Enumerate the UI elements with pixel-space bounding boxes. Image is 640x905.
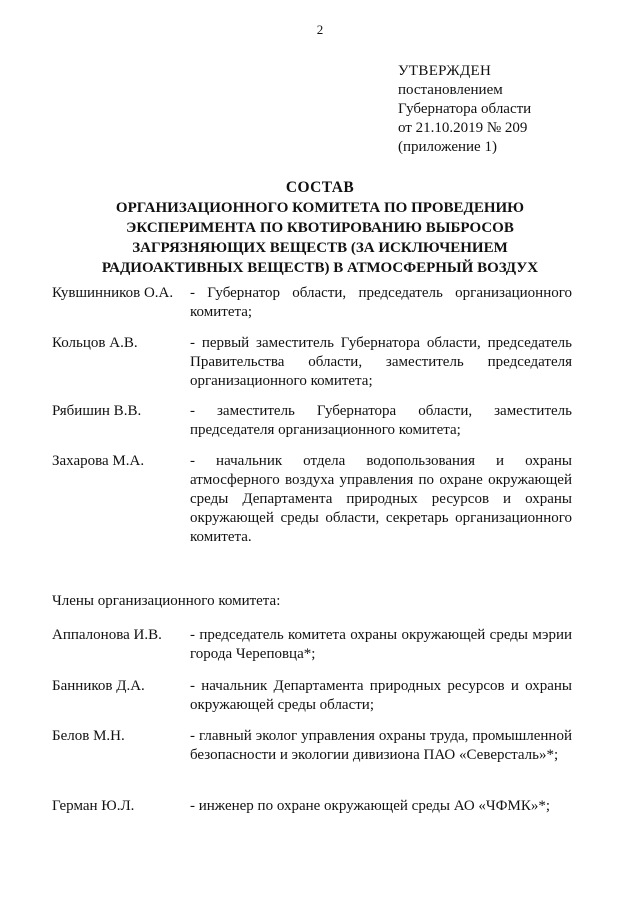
heading-line: ЗАГРЯЗНЯЮЩИХ ВЕЩЕСТВ (ЗА ИСКЛЮЧЕНИЕМ [132, 240, 508, 256]
person-name: Белов М.Н. [52, 728, 125, 744]
person-name: Банников Д.А. [52, 678, 145, 694]
page-number: 2 [316, 22, 324, 37]
document-heading [40, 178, 600, 278]
members-heading: Члены организационного комитета: [52, 593, 281, 609]
person-role: - первый заместитель Губернатора области, председатель Правительства области, заместитель председателя организационного комитета; [190, 335, 572, 389]
heading-line: ОРГАНИЗАЦИОННОГО КОМИТЕТА ПО ПРОВЕДЕНИЮ [115, 200, 525, 216]
person-role: - главный эколог управления охраны труда, промышленной безопасности и экологии дивизиона ПАО «Северсталь»*; [190, 728, 572, 763]
person-role: - начальник отдела водопользования и охраны атмосферного воздуха управления по охране окружающей среды Департамента природных ресурсов и охраны окружающей среды области, секретарь организационного комитета. [190, 453, 572, 545]
person-name: Захарова М.А. [52, 453, 145, 469]
person-name: Герман Ю.Л. [52, 798, 135, 814]
person-name: Рябишин В.В. [52, 403, 142, 419]
person-role: - начальник Департамента природных ресурсов и охраны окружающей среды области; [190, 678, 572, 713]
approval-title: УТВЕРЖДЕН [398, 63, 492, 79]
person-role: - председатель комитета охраны окружающей среды мэрии города Череповца*; [190, 627, 572, 662]
heading-title: СОСТАВ [285, 179, 355, 196]
person-name: Кольцов А.В. [52, 335, 138, 351]
person-name: Аппалонова И.В. [52, 627, 162, 643]
person-name: Кувшинников О.А. [52, 285, 174, 301]
approval-line: постановлением [398, 82, 503, 98]
approval-block [398, 62, 628, 157]
approval-line: от 21.10.2019 № 209 [398, 120, 528, 136]
heading-line: ЭКСПЕРИМЕНТА ПО КВОТИРОВАНИЮ ВЫБРОСОВ [126, 220, 514, 236]
person-role: - инженер по охране окружающей среды АО «ЧФМК»*; [190, 798, 551, 814]
person-role: - Губернатор области, председатель организационного комитета; [190, 285, 572, 320]
approval-line: (приложение 1) [398, 139, 497, 155]
approval-line: Губернатора области [398, 101, 532, 117]
heading-line: РАДИОАКТИВНЫХ ВЕЩЕСТВ) В АТМОСФЕРНЫЙ ВОЗДУХ [101, 260, 539, 276]
person-role: - заместитель Губернатора области, заместитель председателя организационного комитета; [190, 403, 572, 438]
